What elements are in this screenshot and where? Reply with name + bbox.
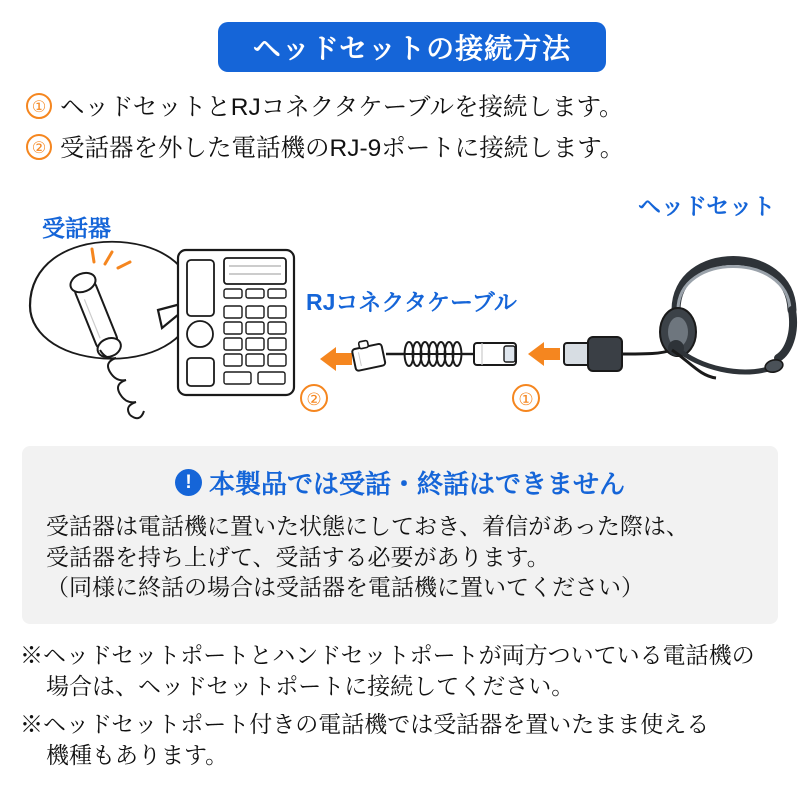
connection-diagram (0, 182, 800, 440)
footnote-item (20, 640, 790, 701)
step-text-1: ヘッドセットとRJコネクタケーブルを接続します。 (60, 94, 624, 121)
footnote-line: 機種もあります。 (46, 741, 229, 768)
rj-connector-cable-illustration (351, 338, 516, 372)
step-number-2: ② (26, 134, 52, 160)
notice-body (46, 511, 754, 603)
label-rj-connector-cable: RJコネクタケーブル (306, 289, 517, 315)
notice-line: （同様に終話の場合は受話器を電話機に置いてください） (46, 574, 644, 601)
arrow-to-phone-icon (320, 347, 352, 371)
footnote-line: ※ヘッドセットポートとハンドセットポートが両方ついている電話機の (20, 642, 755, 668)
notice-title: 本製品では受話・終話はできません (208, 469, 625, 499)
footnote-line: 場合は、ヘッドセットポートに接続してください。 (46, 672, 575, 699)
page-title-banner (218, 22, 606, 72)
list-item (26, 129, 776, 164)
steps-list (26, 88, 776, 170)
footnote-line: ※ヘッドセットポート付きの電話機では受話器を置いたまま使える (20, 711, 710, 738)
handset-illustration (30, 242, 196, 418)
diagram-illustration (0, 182, 800, 440)
label-headset: ヘッドセット (638, 193, 776, 219)
notice-header (46, 464, 754, 501)
notice-box (22, 446, 778, 624)
diagram-marker-2: ② (300, 384, 328, 412)
exclamation-icon: ! (175, 469, 202, 496)
step-text-2: 受話器を外した電話機のRJ-9ポートに接続します。 (60, 135, 625, 162)
desk-phone-illustration (178, 250, 294, 395)
step-number-1: ① (26, 93, 52, 119)
footnotes (20, 640, 790, 778)
headset-illustration (660, 261, 793, 379)
diagram-marker-1: ① (512, 384, 540, 412)
headset-plug-illustration (564, 337, 672, 371)
list-item (26, 88, 776, 123)
page-title: ヘッドセットの接続方法 (252, 33, 572, 64)
label-handset: 受話器 (42, 215, 111, 241)
notice-line: 受話器を持ち上げて、受話する必要があります。 (46, 543, 550, 570)
footnote-item (20, 709, 790, 770)
notice-line: 受話器は電話機に置いた状態にしておき、着信があった際は、 (46, 513, 689, 539)
arrow-connect-icon (528, 342, 560, 366)
